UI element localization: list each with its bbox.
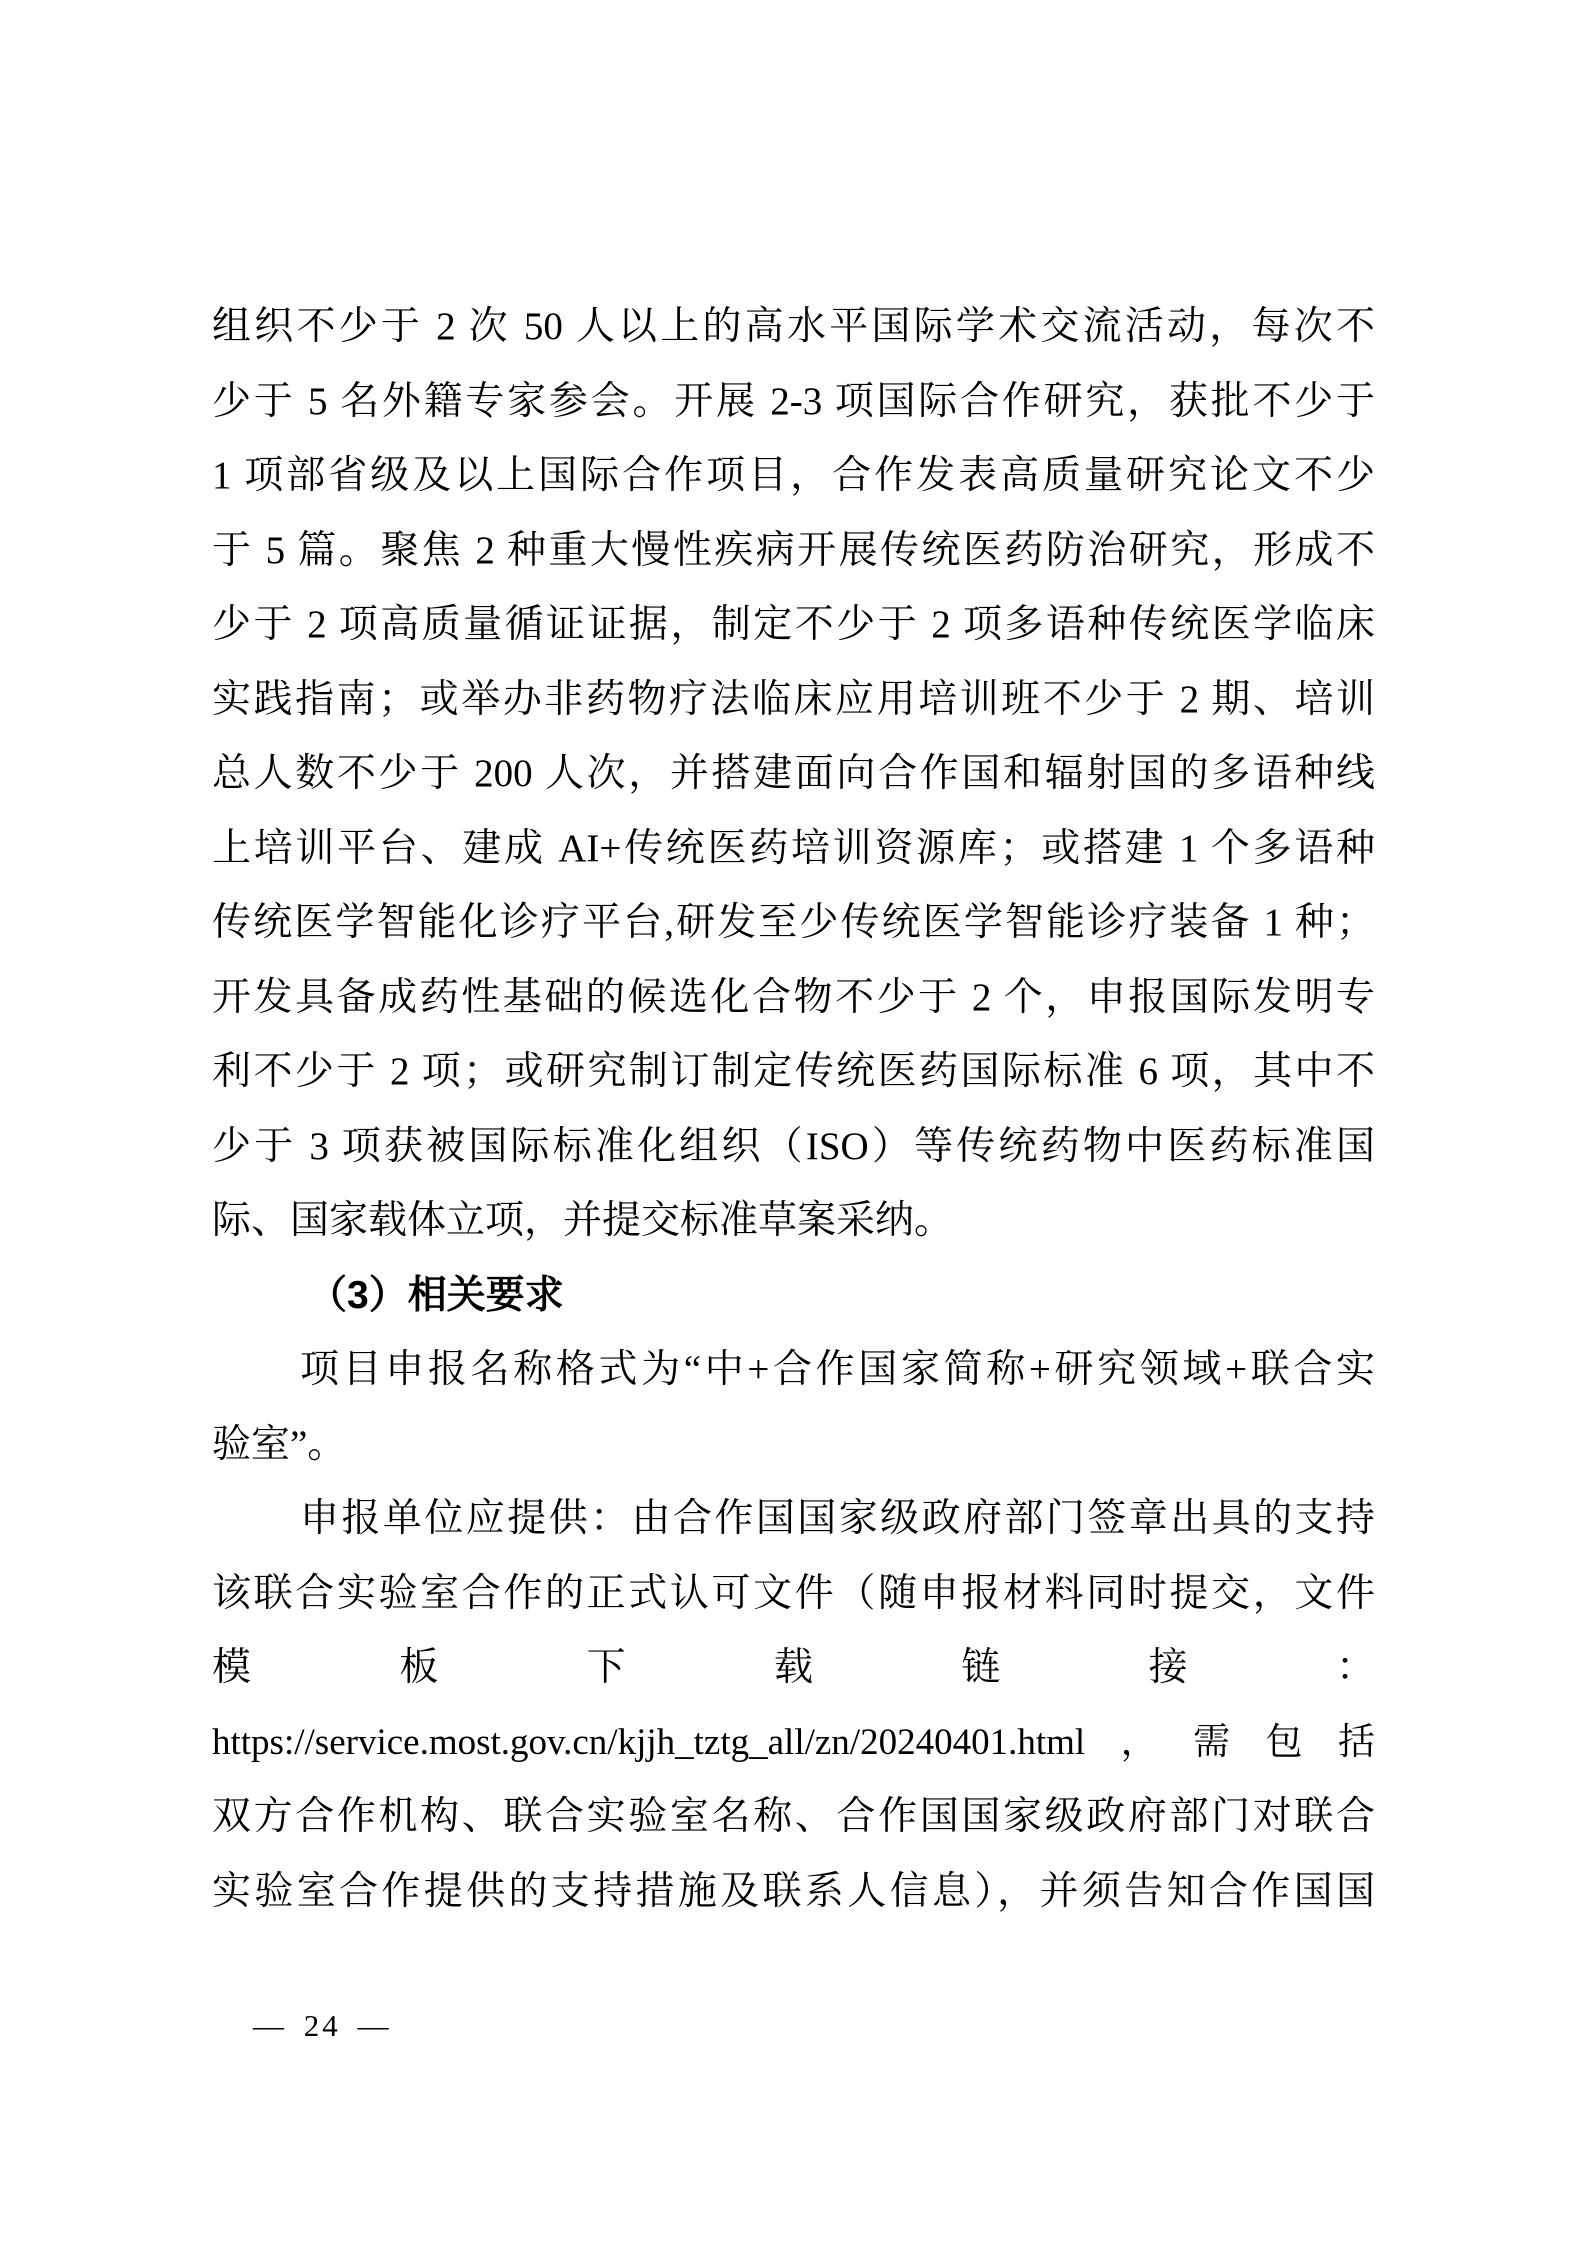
body-line: 际、国家载体立项，并提交标准草案采纳。 [212,1199,954,1242]
body-line: 实践指南；或举办非药物疗法临床应用培训班不少于 2 期、培训 [212,677,1375,721]
body-line: 双方合作机构、联合实验室名称、合作国国家级政府部门对联合 [212,1795,1375,1838]
body-line: 上培训平台、建成 AI+传统医药培训资源库；或搭建 1 个多语种 [212,826,1375,870]
body-line: 组织不少于 2 次 50 人以上的高水平国际学术交流活动，每次不 [212,305,1375,348]
body-line: 模板下载链接： [212,1646,1375,1689]
section-heading: （3）相关要求 [308,1273,564,1317]
body-line: 少于 3 项获被国际标准化组织（ISO）等传统药物中医药标准国 [212,1124,1375,1168]
document-body [212,290,1375,1929]
body-line: 总人数不少于 200 人次，并搭建面向合作国和辐射国的多语种线 [212,752,1375,795]
body-line: 申报单位应提供：由合作国国家级政府部门签章出具的支持 [300,1497,1375,1540]
body-line: 传统医学智能化诊疗平台,研发至少传统医学智能诊疗装备 1 种； [212,901,1375,944]
body-line: 该联合实验室合作的正式认可文件（随申报材料同时提交，文件 [212,1571,1375,1615]
page-number: — 24 — [253,2008,392,2043]
body-line-url: https://service.most.gov.cn/kjjh_tztg_all/zn/20240401.html，需包括 [212,1721,1375,1763]
body-line: 于 5 篇。聚焦 2 种重大慢性疾病开展传统医药防治研究，形成不 [212,528,1375,572]
body-line: 开发具备成药性基础的候选化合物不少于 2 个，申报国际发明专 [212,975,1375,1019]
body-line: 验室”。 [212,1422,347,1466]
body-line: 项目申报名称格式为“中+合作国家简称+研究领域+联合实 [300,1348,1375,1391]
body-line: 少于 5 名外籍专家参会。开展 2-3 项国际合作研究，获批不少于 [212,379,1375,423]
body-line: 实验室合作提供的支持措施及联系人信息），并须告知合作国国 [212,1869,1375,1913]
body-line: 少于 2 项高质量循证证据，制定不少于 2 项多语种传统医学临床 [212,603,1375,646]
body-line: 1 项部省级及以上国际合作项目，合作发表高质量研究论文不少 [212,454,1375,497]
body-line: 利不少于 2 项；或研究制订制定传统医药国际标准 6 项，其中不 [212,1050,1375,1093]
